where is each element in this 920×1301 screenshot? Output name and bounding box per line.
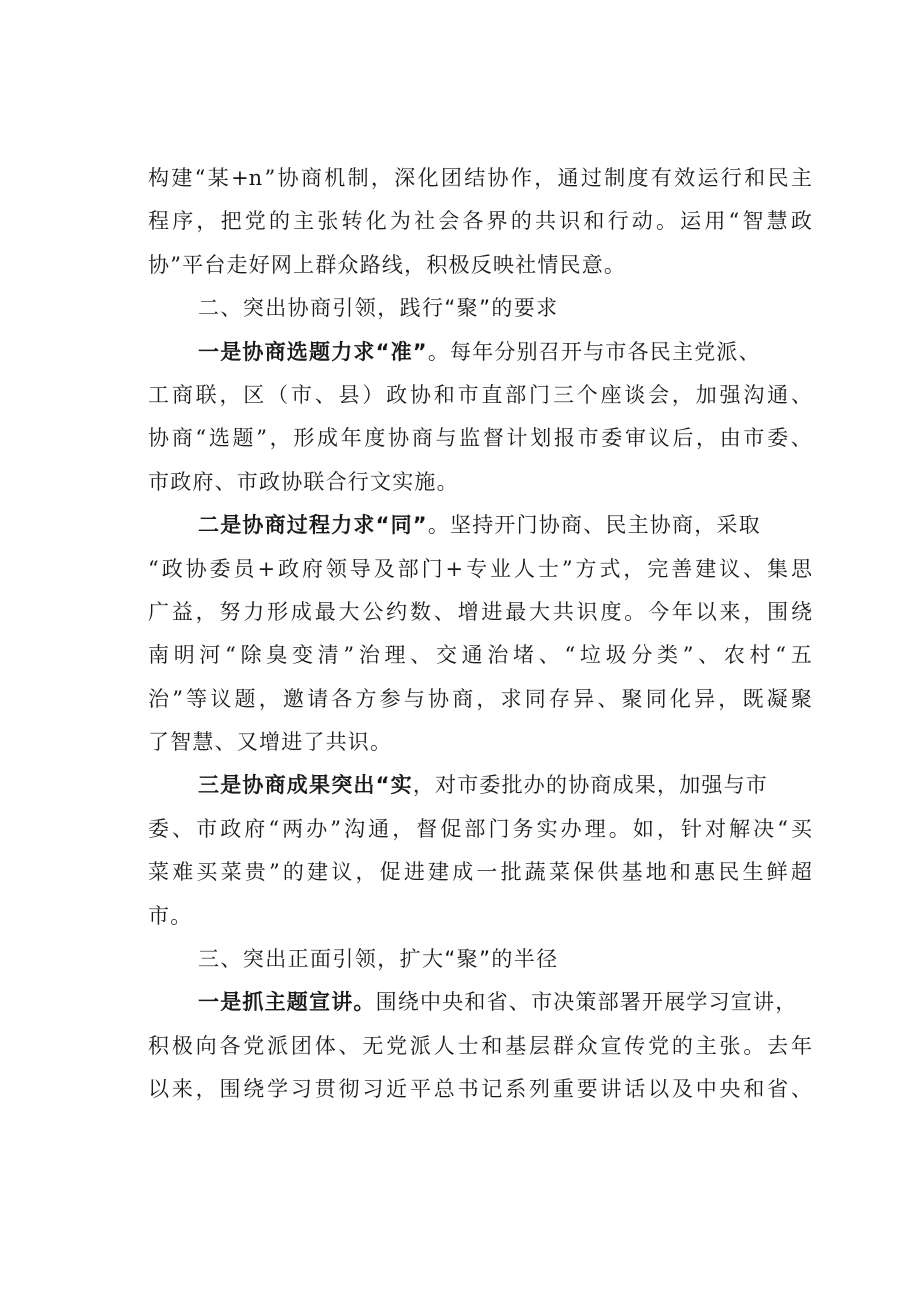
paragraph-line: 市。 (148, 903, 193, 928)
paragraph-line: 协”平台走好网上群众路线，积极反映社情民意。 (148, 252, 627, 277)
paragraph-first-line (148, 331, 812, 374)
paragraph-line: 了智慧、又增进了共识。 (148, 730, 393, 755)
paragraph-line: 积 极 向 各 党 派 团 体 、 无 党 派 人 士 和 基 层 群 众 宣 传 党 的 主 张 。 去 年 (148, 1033, 812, 1058)
paragraph-text: 。坚持开门协商、民主协商，采取 (427, 513, 761, 538)
paragraph-line: 委 、 市 政 府 “ 两 办 ” 沟 通 ， 督 促 部 门 务 实 办 理 。 如 ， 针 对 解 决 “ 买 (148, 816, 812, 841)
paragraph-line: 协 商 “ 选 题 ” ， 形 成 年 度 协 商 与 监 督 计 划 报 市 委 审 议 后 ， 由 市 委 、 (148, 426, 812, 451)
paragraph-line: 南 明 河 “ 除 臭 变 清 ” 治 理 、 交 通 治 堵 、 “ 垃 圾 分 类 ” 、 农 村 “ 五 (148, 643, 812, 668)
paragraph-lead: 三是协商成果突出“实 (198, 773, 413, 798)
paragraph-first-line (148, 981, 812, 1024)
paragraph-lead: 二是协商过程力求“同” (198, 513, 428, 538)
document-page (148, 157, 812, 1112)
paragraph-text: ，对市委批办的协商成果，加强与市 (412, 773, 769, 798)
paragraph-line: 构 建 “ 某 +n ” 协 商 机 制 ， 深 化 团 结 协 作 ， 通 过 制 度 有 效 运 行 和 民 主 (148, 166, 812, 190)
paragraph-line: 以 来 ， 围 绕 学 习 贯 彻 习 近 平 总 书 记 系 列 重 要 讲 话 以 及 中 央 和 省 、 (148, 1077, 812, 1102)
paragraph-line: 菜 难 买 菜 贵 ” 的 建 议 ， 促 进 建 成 一 批 蔬 菜 保 供 基 地 和 惠 民 生 鲜 超 (148, 860, 812, 885)
paragraph-line: 程 序 ， 把 党 的 主 张 转 化 为 社 会 各 界 的 共 识 和 行 动 。 运 用 “ 智 慧 政 (148, 209, 812, 234)
paragraph-line: 市政府、市政协联合行文实施。 (148, 469, 459, 494)
paragraph-lead: 一是协商选题力求“准” (198, 339, 428, 364)
section-heading: 二、突出协商引领，践行“聚”的要求 (198, 296, 559, 321)
paragraph-text: 围绕中央和省、市决策部署开展学习宣讲， (375, 990, 798, 1015)
paragraph-first-line (148, 764, 812, 807)
paragraph-first-line (148, 504, 812, 547)
paragraph-line: 工 商 联 ， 区 （ 市 、 县 ） 政 协 和 市 直 部 门 三 个 座 谈 会 ， 加 强 沟 通 、 (148, 382, 812, 407)
paragraph-line: 治 ” 等 议 题 ， 邀 请 各 方 参 与 协 商 ， 求 同 存 异 、 聚 同 化 异 ， 既 凝 聚 (148, 686, 812, 711)
paragraph-lead: 一是抓主题宣讲。 (198, 990, 376, 1015)
paragraph-line: 广 益 ， 努 力 形 成 最 大 公 约 数 、 增 进 最 大 共 识 度 。 今 年 以 来 ， 围 绕 (148, 599, 812, 624)
section-heading: 三、突出正面引领，扩大“聚”的半径 (198, 947, 559, 972)
paragraph-text: 。每年分别召开与市各民主党派、 (427, 339, 761, 364)
paragraph-line: “ 政 协 委 员 + 政 府 领 导 及 部 门 + 专 业 人 士 ” 方 式 ， 完 善 建 议 、 集 思 (148, 556, 812, 581)
